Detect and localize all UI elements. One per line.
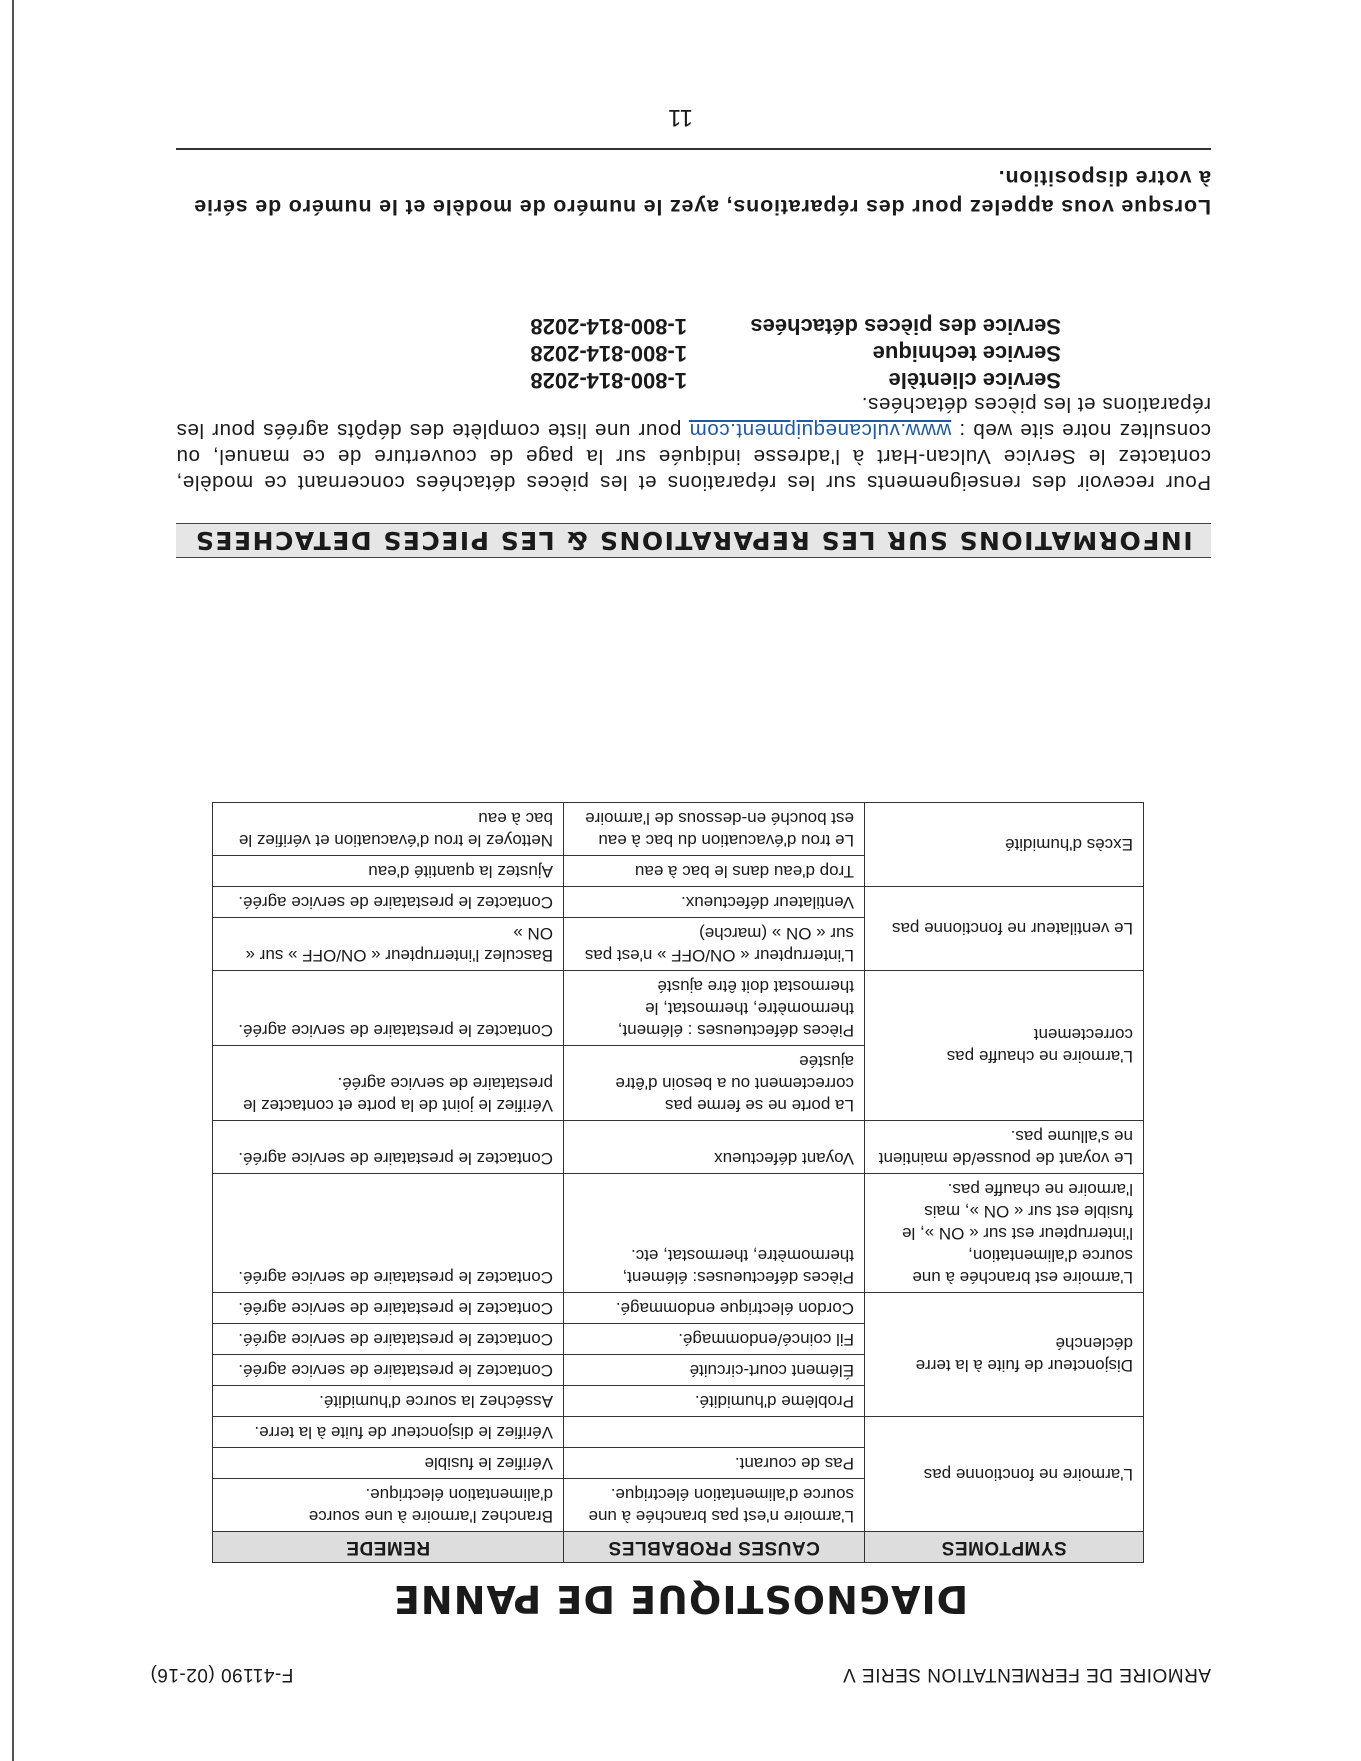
cause-cell: Pas de courant. [564,1448,865,1479]
header-title: ARMOIRE DE FERMENTATION SERIE V [842,1664,1211,1685]
cause-cell: Trop d'eau dans le bac à eau [564,856,865,887]
table-row [213,918,1144,971]
cause-cell: Problème d'humidité. [564,1386,865,1417]
service-label: Service clientèle [888,368,1061,393]
symptom-cell: Disjoncteur de fuite à la terre déclenché [865,1293,1144,1417]
table-row [213,1479,1144,1532]
symptom-cell: L'armoire ne chauffe pas correctement [865,971,1144,1121]
cause-cell: L'armoire n'est pas branchée à une source d'alimentation électrique. [564,1479,865,1532]
remedy-cell: Contactez le prestataire de service agréé. [213,1174,564,1293]
website-link[interactable]: www.vulcanequipment.com [689,419,952,442]
symptom-cell: Le voyant de pousse/de maintient ne s'allume pas. [865,1121,1144,1174]
remedy-cell: Branchez l'armoire à une source d'alimentation électrique. [213,1479,564,1532]
service-note: Lorsque vous appelez pour des réparations, ayez le numéro de modèle et le numéro de série à votre disposition. [193,166,1211,219]
cause-cell: Cordon électrique endommagé. [564,1293,865,1324]
remedy-cell: Contactez le prestataire de service agréé. [213,1121,564,1174]
table-row [213,1174,1144,1293]
column-header-symptoms: SYMPTOMES [865,1532,1144,1563]
symptom-cell: Le ventilateur ne fonctionne pas [865,887,1144,971]
remedy-cell: Asséchez la source d'humidité. [213,1386,564,1417]
cause-cell: Pièces défectueuses: élément, thermomètre, thermostat, etc. [564,1174,865,1293]
remedy-cell: Vérifiez le joint de la porte et contactez le prestataire de service agréé. [213,1046,564,1121]
cause-cell: Élément court-circuité [564,1355,865,1386]
header-doc-number: F-41190 (02-16) [150,1664,294,1685]
cause-cell: Le trou d'évacuation du bac à eau est bouché en-dessous de l'armoire [564,803,865,856]
table-row [213,1121,1144,1174]
info-heading: INFORMATIONS SUR LES REPARATIONS & LES PIECES DETACHEES [176,523,1211,558]
remedy-cell: Contactez le prestataire de service agréé. [213,1293,564,1324]
table-row [213,1046,1144,1121]
page-title: DIAGNOSTIQUE DE PANNE [392,1577,969,1621]
troubleshooting-table [212,802,1144,1563]
info-text-before: Pour recevoir des renseignements sur les réparations et les pièces détachées concernant ce modèle, contactez le Service Vulcan-Hart à l'adresse indiquée sur la page de couverture de ce manuel, ou consultez notre site web : [176,419,1211,494]
service-label: Service technique [872,341,1061,366]
page-number: 11 [668,104,693,131]
remedy-cell: Contactez le prestataire de service agréé. [213,887,564,918]
table-header-row [213,1532,1144,1563]
remedy-cell: Contactez le prestataire de service agréé. [213,1324,564,1355]
cause-cell: Pièces défectueuses : élément, thermomètre, thermostat, le thermostat doit être ajusté [564,971,865,1046]
symptom-cell: Excès d'humidité [865,803,1144,887]
cause-cell: Voyant défectueux [564,1121,865,1174]
symptom-cell: L'armoire ne fonctionne pas [865,1417,1144,1532]
remedy-cell: Ajustez la quantité d'eau [213,856,564,887]
cause-cell: Ventilateur défectueux. [564,887,865,918]
remedy-cell: Vérifiez le disjoncteur de fuite à la terre. [213,1417,564,1448]
remedy-cell: Contactez le prestataire de service agréé. [213,1355,564,1386]
service-label: Service des pièces détachées [750,314,1061,339]
cause-cell: Fil coincé/endommagé. [564,1324,865,1355]
remedy-cell: Vérifiez le fusible [213,1448,564,1479]
remedy-cell: Basculez l'interrupteur « ON/OFF » sur « ON » [213,918,564,971]
column-header-remedy: REMEDE [213,1532,564,1563]
remedy-cell: Nettoyez le trou d'évacuation et vérifiez le bac à eau [213,803,564,856]
service-phone: 1-800-814-2028 [530,341,687,366]
table-row [213,1386,1144,1417]
service-phone: 1-800-814-2028 [530,368,687,393]
table-body [213,803,1144,1532]
info-text-after: pour une liste complète des dépôts agréés pour les réparations et les pièces détachées. [176,393,1211,442]
service-phone: 1-800-814-2028 [530,314,687,339]
footer-divider [176,149,1211,151]
table-row [213,856,1144,887]
info-paragraph [176,391,1211,495]
remedy-cell: Contactez le prestataire de service agréé. [213,971,564,1046]
cause-cell: La porte ne se ferme pas correctement ou a besoin d'être ajustée [564,1046,865,1121]
cause-cell [564,1417,865,1448]
symptom-cell: L'armoire est branchée à une source d'alimentation, l'interrupteur est sur « ON », le fusible est sur « ON », mais l'armoire ne chauffe pas. [865,1174,1144,1293]
cause-cell: L'interrupteur « ON/OFF » n'est pas sur « ON » (marche) [564,918,865,971]
column-header-causes: CAUSES PROBABLES [564,1532,865,1563]
